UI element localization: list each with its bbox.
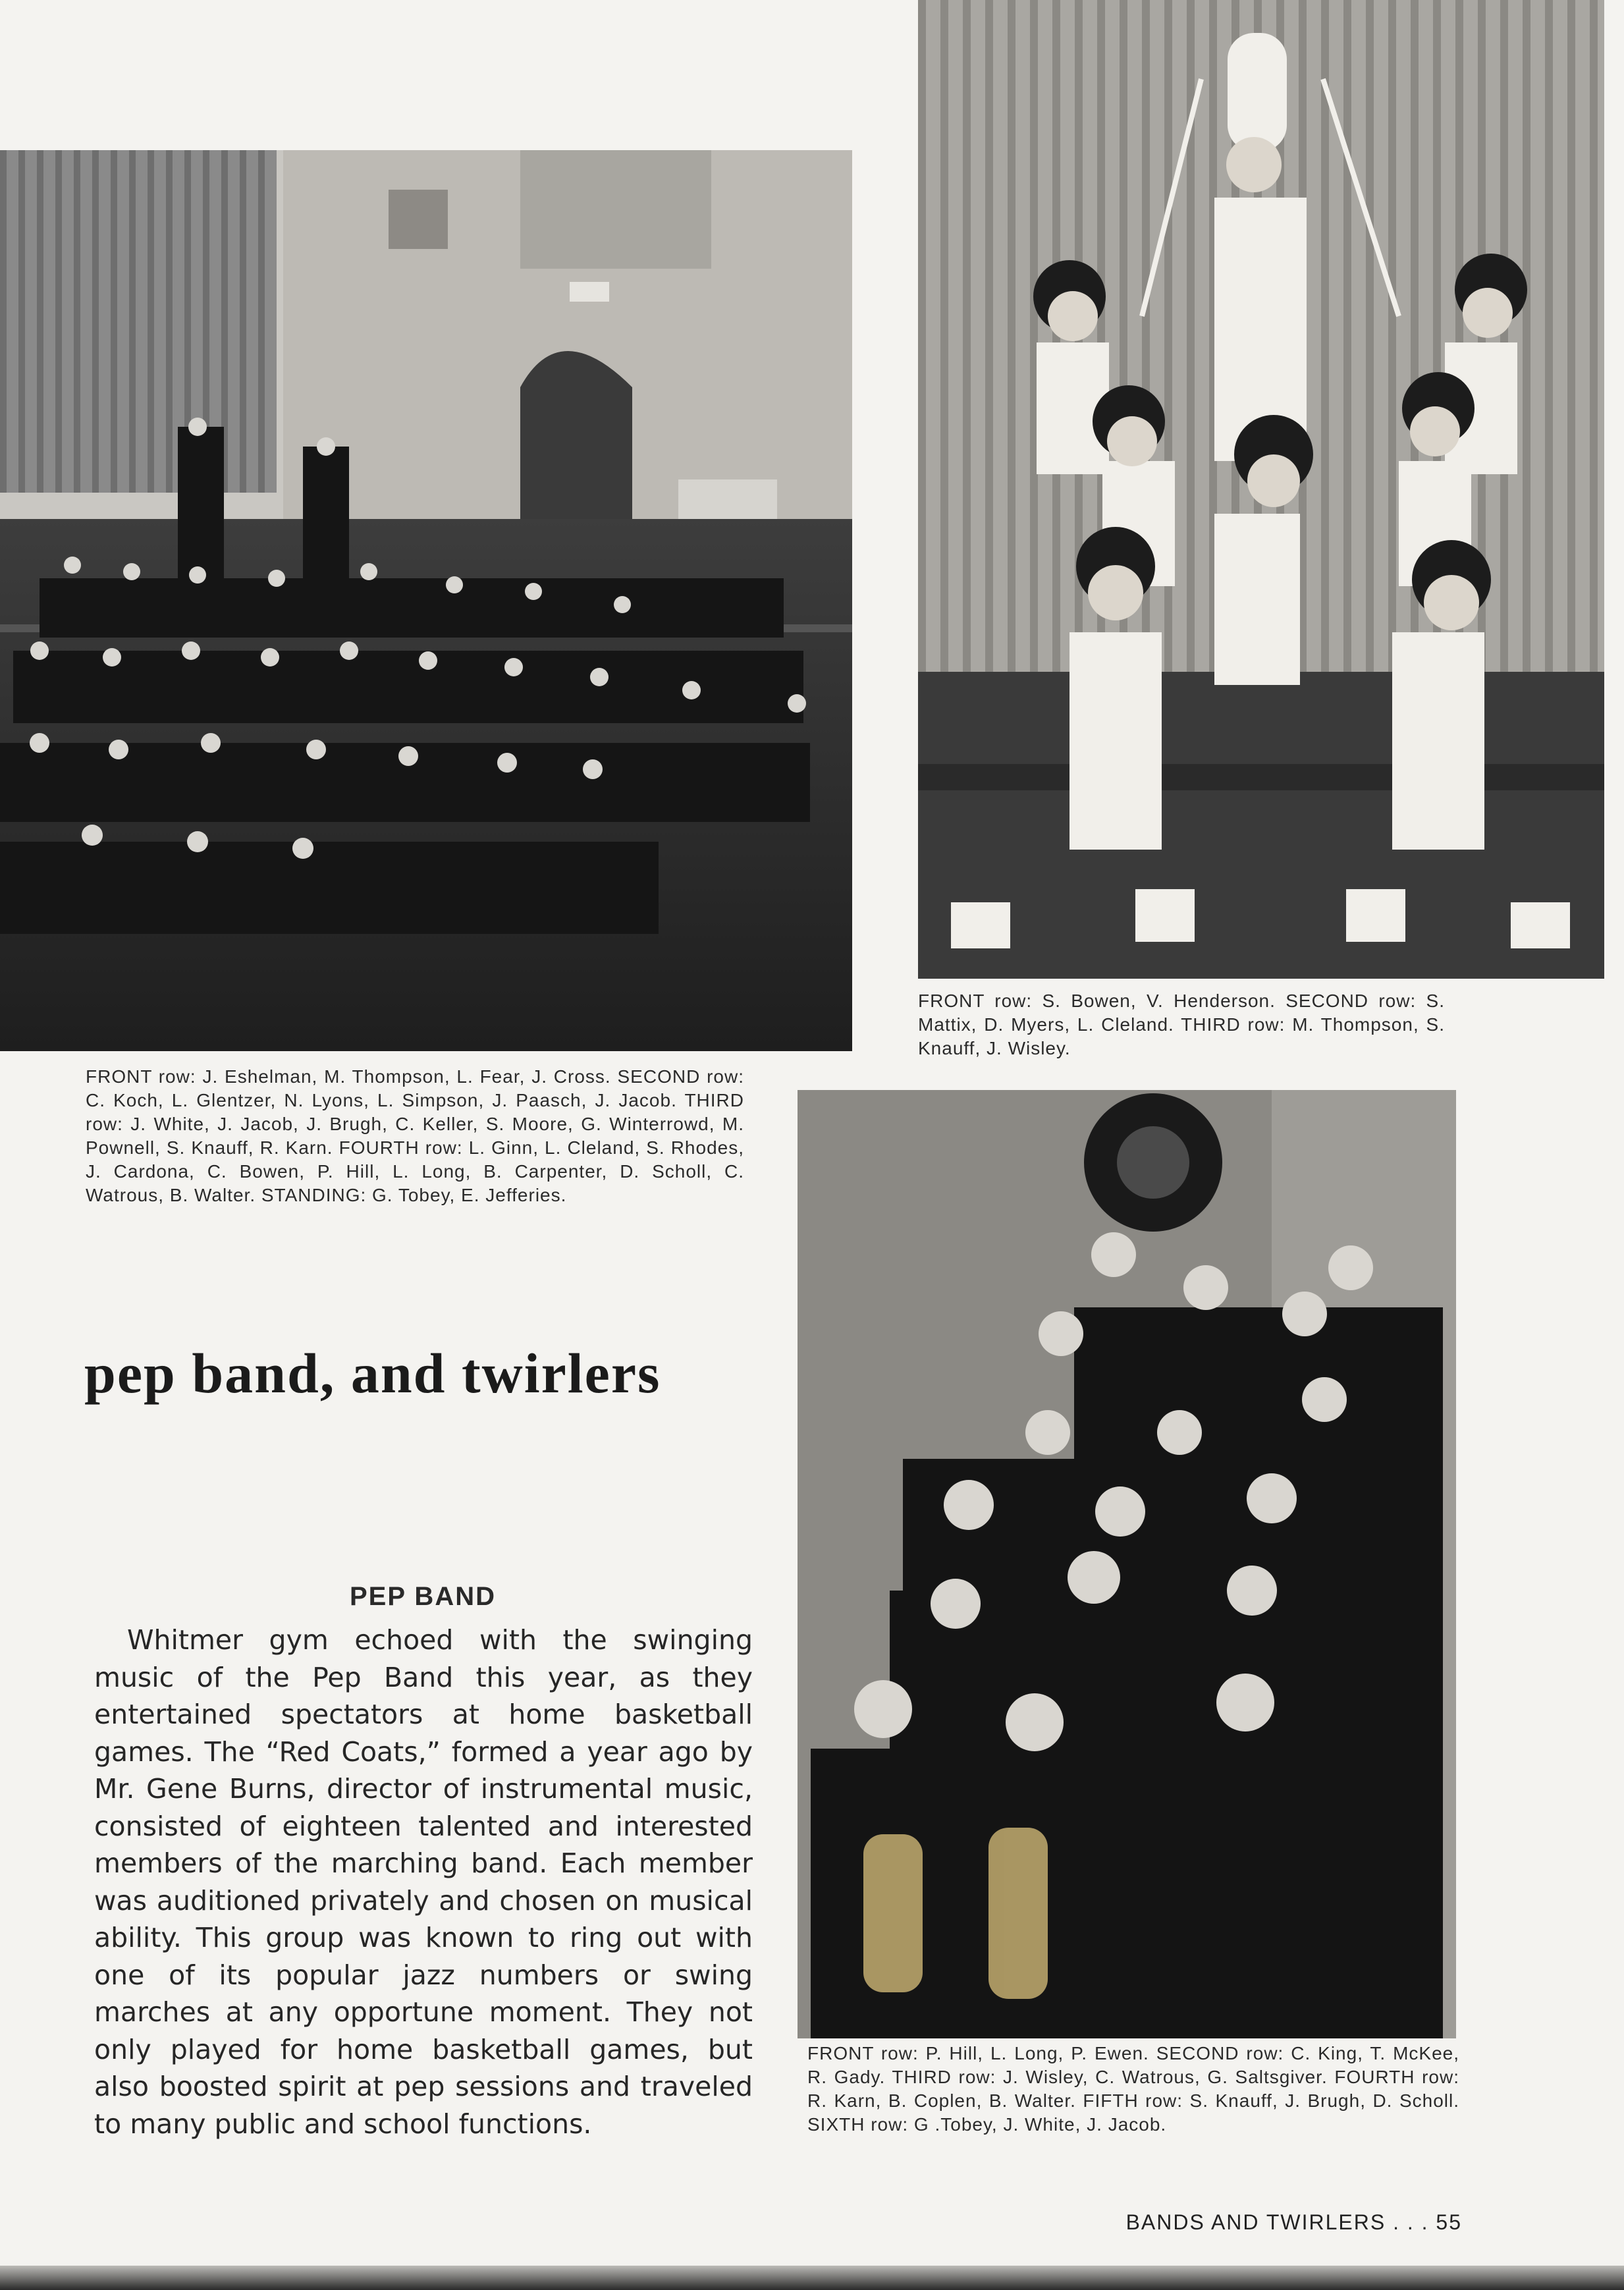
pep-band-caption: FRONT row: P. Hill, L. Long, P. Ewen. SECOND row: C. King, T. McKee, R. Gady. THIRD row: J. Wisley, C. Watrous, G. Saltsgiver. FOURTH row: R. Karn, B. Coplen, B. Walter. FIFTH row: S. Knauff, J. Brugh, D. Scholl. SIXTH row: G .Tobey, J. White, J. Jacob. — [807, 2043, 1459, 2135]
pep-band-photo — [798, 1090, 1456, 2038]
concert-band-caption: FRONT row: J. Eshelman, M. Thompson, L. Fear, J. Cross. SECOND row: C. Koch, L. Glentzer, N. Lyons, L. Simpson, J. Paasch, J. Jacob. THIRD row: J. White, J. Jacob, J. Brugh, C. Keller, S. Moore, G. Winterrowd, M. Pownell, S. Knauff, R. Karn. FOURTH row: L. Ginn, L. Cleland, S. Rhodes, J. Cardona, C. Bowen, P. Hill, L. Long, B. Carpenter, D. Scholl, C. Watrous, B. Walter. STANDING: G. Tobey, E. Jefferies. — [86, 1066, 744, 1205]
article-body: Whitmer gym echoed with the swinging music of the Pep Band this year, as they entertained spectators at home basketball games. The “Red Coats,” formed a year ago by Mr. Gene Burns, director of instrumental music, consisted of eighteen talented and interested members of the marching band. Each member was auditioned privately and chosen on musical ability. This group was known to ring out with one of its popular jazz numbers or swing marches at any opportune moment. They not only played for home basketball games, but also boosted spirit at pep sessions and traveled to many public and school functions. — [94, 1624, 753, 2140]
page-heading: pep band, and twirlers — [84, 1342, 661, 1405]
article-subhead: PEP BAND — [350, 1582, 496, 1611]
concert-band-photo — [0, 150, 852, 1051]
page-folio: BANDS AND TWIRLERS . . . 55 — [1125, 2210, 1462, 2234]
page-edge-shadow — [0, 2266, 1624, 2290]
twirlers-caption: FRONT row: S. Bowen, V. Henderson. SECOND row: S. Mattix, D. Myers, L. Cleland. THIRD row: M. Thompson, S. Knauff, J. Wisley. — [918, 991, 1445, 1058]
twirlers-photo — [918, 0, 1604, 979]
